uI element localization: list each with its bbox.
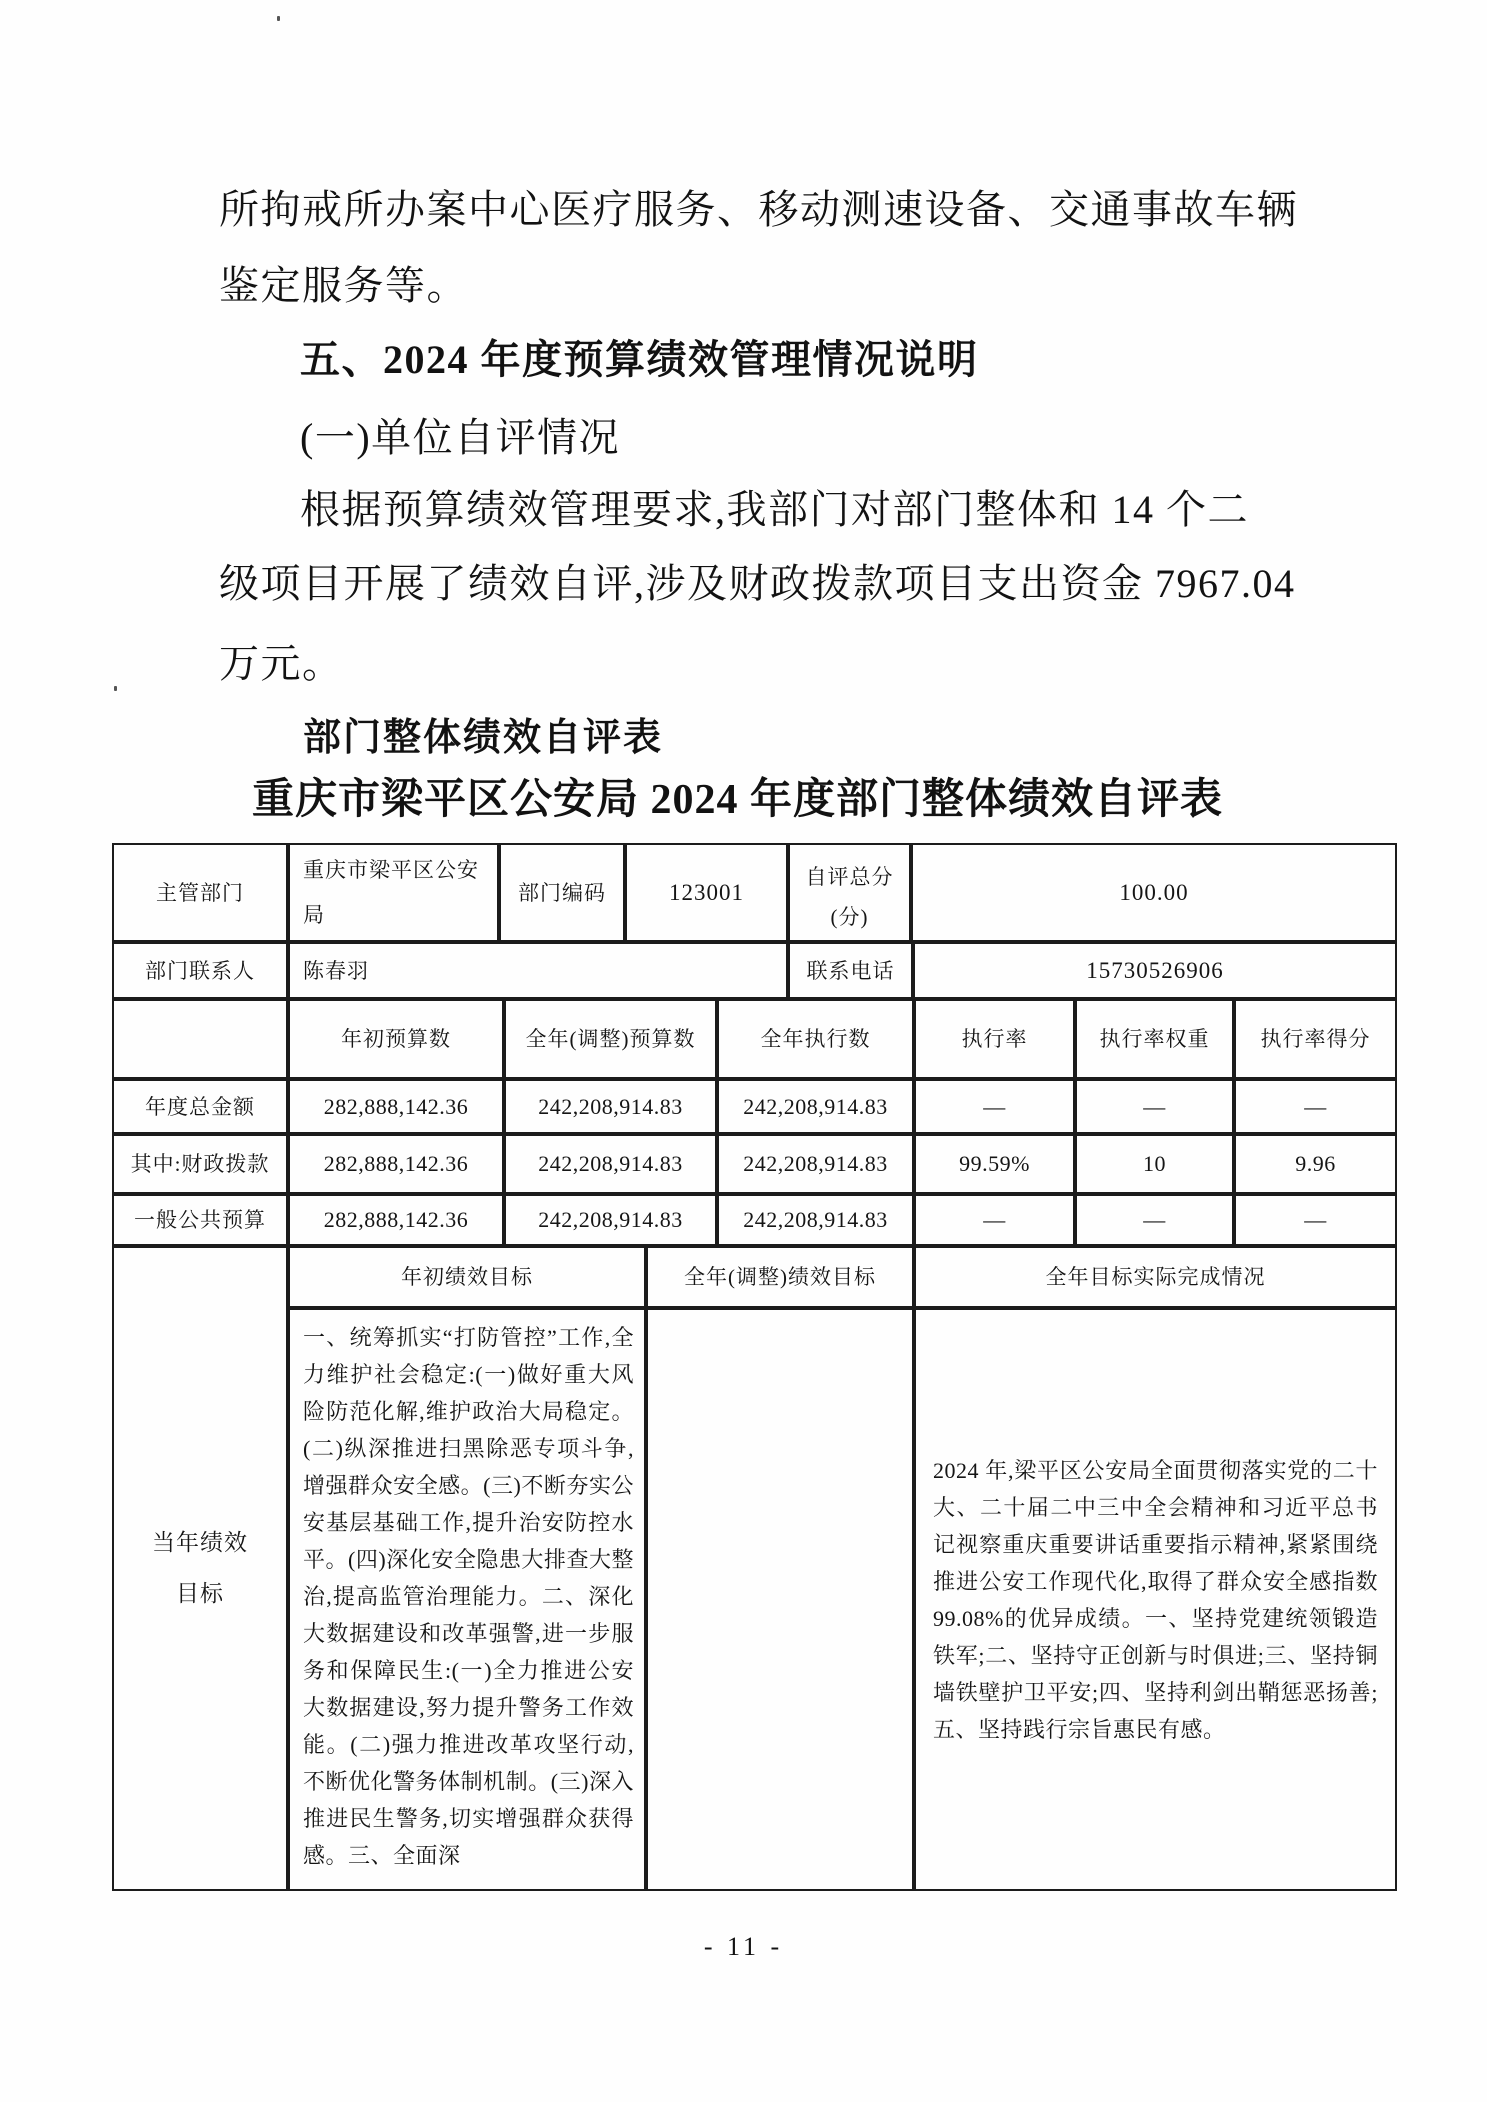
budget-cell: 282,888,142.36 <box>288 1079 504 1134</box>
goals-completion-cell <box>914 1308 1397 1891</box>
paragraph-line-3: 万元。 <box>219 641 344 686</box>
budget-cell: 242,208,914.83 <box>504 1079 717 1134</box>
budget-cell: 10 <box>1075 1134 1234 1194</box>
scan-speck <box>277 16 280 21</box>
contact-value: 陈春羽 <box>288 942 788 999</box>
budget-cell: 99.59% <box>914 1134 1075 1194</box>
self-score-label-line1: 自评总分 <box>805 865 894 889</box>
budget-row-label: 年度总金额 <box>112 1079 288 1134</box>
budget-cell: 242,208,914.83 <box>504 1194 717 1246</box>
budget-header-weight: 执行率权重 <box>1075 999 1234 1079</box>
contact-label: 部门联系人 <box>112 942 288 999</box>
budget-cell: 242,208,914.83 <box>717 1194 914 1246</box>
paragraph-line-2: 级项目开展了绩效自评,涉及财政拨款项目支出资金 7967.04 <box>219 561 1296 606</box>
budget-cell: — <box>914 1079 1075 1134</box>
goals-initial-text: 一、统筹抓实“打防管控”工作,全力维护社会稳定:(一)做好重大风险防范化解,维护政治大局稳定。(二)纵深推进扫黑除恶专项斗争,增强群众安全感。(三)不断夯实公安基层基础工作,提升治安防控水平。(四)深化安全隐患大排查大整治,提高监管治理能力。二、深化大数据建设和改革强警,进一步服务和保障民生:(一)全力推进公安大数据建设,努力提升警务工作效能。(二)强力推进改革攻坚行动,不断优化警务体制机制。(三)深入推进民生警务,切实增强群众获得感。三、全面深 <box>288 1308 646 1891</box>
budget-header-blank <box>112 999 288 1079</box>
budget-header-score: 执行率得分 <box>1234 999 1397 1079</box>
budget-cell: 282,888,142.36 <box>288 1134 504 1194</box>
goals-header-completion: 全年目标实际完成情况 <box>914 1246 1397 1308</box>
budget-cell: — <box>914 1194 1075 1246</box>
self-score-value: 100.00 <box>911 843 1397 942</box>
budget-cell: 282,888,142.36 <box>288 1194 504 1246</box>
goals-header-initial: 年初绩效目标 <box>288 1246 646 1308</box>
dept-code-value: 123001 <box>625 843 788 942</box>
sub-heading: (一)单位自评情况 <box>300 415 621 460</box>
budget-header-rate: 执行率 <box>914 999 1075 1079</box>
budget-cell: — <box>1234 1079 1397 1134</box>
body-text-line-1: 所拘戒所办案中心医疗服务、移动测速设备、交通事故车辆 <box>219 187 1298 232</box>
budget-row-label: 一般公共预算 <box>112 1194 288 1246</box>
budget-cell: — <box>1234 1194 1397 1246</box>
self-score-label-line2: (分) <box>830 904 869 929</box>
scan-speck <box>114 686 117 691</box>
goals-header-adjusted: 全年(调整)绩效目标 <box>646 1246 914 1308</box>
budget-cell: — <box>1075 1079 1234 1134</box>
budget-header-adjusted: 全年(调整)预算数 <box>504 999 717 1079</box>
goals-completion-text: 2024 年,梁平区公安局全面贯彻落实党的二十大、二十届二中三中全会精神和习近平总书记视察重庆重要讲话重要指示精神,紧紧围绕推进公安工作现代化,取得了群众安全感指数 99.08%的优异成绩。一、坚持党建统领锻造铁军;二、坚持守正创新与时俱进;三、坚持铜墙铁壁护卫平安;四、坚持利剑出鞘惩恶扬善;五、坚持践行宗旨惠民有感。 <box>933 1457 1378 1742</box>
self-score-label <box>788 843 911 942</box>
table-caption: 部门整体绩效自评表 <box>303 717 664 759</box>
supervisor-dept-value: 重庆市梁平区公安局 <box>288 843 499 942</box>
table-title: 重庆市梁平区公安局 2024 年度部门整体绩效自评表 <box>252 777 1224 823</box>
section-heading: 五、2024 年度预算绩效管理情况说明 <box>300 337 979 382</box>
phone-value: 15730526906 <box>913 942 1397 999</box>
budget-cell: 242,208,914.83 <box>717 1079 914 1134</box>
phone-label: 联系电话 <box>788 942 913 999</box>
dept-code-label: 部门编码 <box>499 843 625 942</box>
supervisor-dept-label: 主管部门 <box>112 843 288 942</box>
budget-header-executed: 全年执行数 <box>717 999 914 1079</box>
budget-cell: 9.96 <box>1234 1134 1397 1194</box>
paragraph-line-1: 根据预算绩效管理要求,我部门对部门整体和 14 个二 <box>300 487 1249 532</box>
budget-cell: — <box>1075 1194 1234 1246</box>
goals-adjusted-blank <box>646 1308 914 1891</box>
budget-cell: 242,208,914.83 <box>504 1134 717 1194</box>
budget-row-label: 其中:财政拨款 <box>112 1134 288 1194</box>
goals-row-label: 当年绩效目标 <box>112 1246 288 1891</box>
page-number: - 11 - <box>703 1932 784 1961</box>
self-evaluation-table <box>112 843 1397 1891</box>
body-text-line-2: 鉴定服务等。 <box>219 263 468 308</box>
budget-cell: 242,208,914.83 <box>717 1134 914 1194</box>
budget-header-initial: 年初预算数 <box>288 999 504 1079</box>
